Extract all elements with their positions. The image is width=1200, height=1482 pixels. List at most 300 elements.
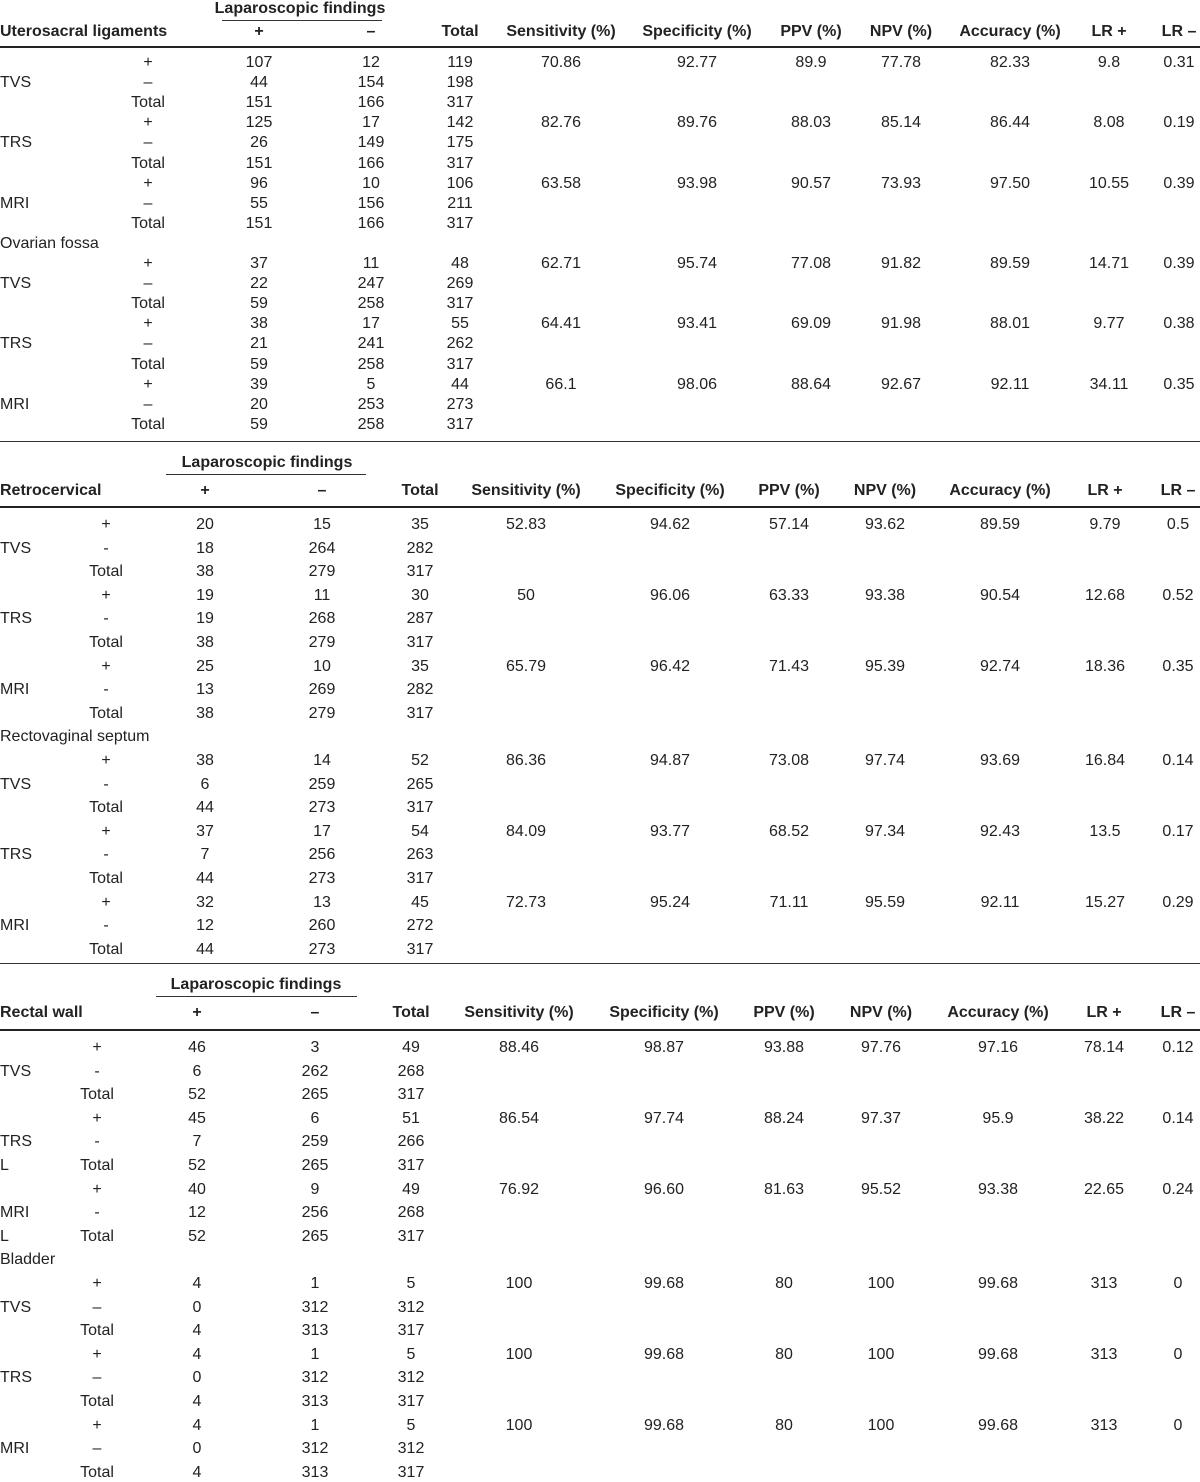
cell-npv: 92.67 xyxy=(880,375,922,393)
cell-lap-negative: 264 xyxy=(308,539,336,557)
cell-lap-positive: 52 xyxy=(188,1157,206,1174)
cell-total: 54 xyxy=(411,822,429,840)
test-result-label: + xyxy=(143,174,153,192)
column-header-lrn: LR – xyxy=(1160,1004,1196,1021)
cell-sens: 52.83 xyxy=(505,516,547,533)
test-result-label: + xyxy=(92,1109,102,1127)
cell-sens: 88.46 xyxy=(498,1039,540,1056)
cell-total: 262 xyxy=(446,335,474,353)
column-header-total: Total xyxy=(401,482,439,499)
test-result-label: + xyxy=(92,1275,102,1292)
cell-lap-negative: 247 xyxy=(357,275,385,293)
cell-ppv: 88.03 xyxy=(790,114,832,132)
cell-lrn: 0.5 xyxy=(1166,516,1190,533)
cell-total: 263 xyxy=(406,846,434,864)
laparoscopic-findings-header: Laparoscopic findings xyxy=(214,0,386,17)
cell-lrn: 0.14 xyxy=(1162,752,1194,769)
cell-lrp: 8.08 xyxy=(1093,114,1125,132)
cell-sens: 62.71 xyxy=(540,255,582,272)
cell-acc: 88.01 xyxy=(989,315,1031,333)
cell-total: 317 xyxy=(397,1393,425,1410)
column-header-lrp: LR + xyxy=(1086,1004,1122,1021)
cell-npv: 73.93 xyxy=(880,174,922,192)
test-result-label: + xyxy=(101,657,111,675)
test-result-label: Total xyxy=(80,1086,114,1104)
cell-lap-negative: 3 xyxy=(310,1039,320,1056)
column-header-spec: Specificity (%) xyxy=(609,1004,719,1021)
cell-acc: 92.74 xyxy=(979,657,1021,675)
cell-lap-negative: 9 xyxy=(310,1180,320,1198)
column-header-acc: Accuracy (%) xyxy=(947,1004,1049,1021)
cell-lap-positive: 32 xyxy=(196,893,214,911)
column-header-acc: Accuracy (%) xyxy=(949,482,1051,499)
cell-total: 5 xyxy=(406,1345,416,1363)
cell-lrn: 0.52 xyxy=(1162,586,1194,604)
test-result-label: Total xyxy=(131,94,165,112)
cell-lap-negative: 10 xyxy=(313,657,331,675)
cell-ppv: 73.08 xyxy=(768,752,810,769)
cell-acc: 89.59 xyxy=(979,516,1021,533)
cell-acc: 92.43 xyxy=(979,822,1021,840)
cell-total: 317 xyxy=(446,355,474,373)
cell-npv: 93.38 xyxy=(864,586,906,604)
test-result-label: – xyxy=(92,1440,102,1458)
modality-label: TVS xyxy=(0,1298,32,1316)
cell-lap-negative: 258 xyxy=(357,295,385,313)
test-result-label: - xyxy=(103,681,109,699)
cell-lap-negative: 268 xyxy=(308,610,336,628)
spanner-rule xyxy=(156,996,357,997)
cell-ppv: 63.33 xyxy=(768,586,810,604)
cell-lrp: 14.71 xyxy=(1088,255,1130,272)
cell-lap-positive: 39 xyxy=(250,375,268,393)
cell-lap-negative: 1 xyxy=(310,1416,320,1434)
cell-lap-negative: 269 xyxy=(308,681,336,699)
cell-lrn: 0.29 xyxy=(1162,893,1194,911)
modality-label: TRS xyxy=(0,846,32,864)
cell-sens: 100 xyxy=(505,1275,533,1292)
cell-spec: 95.74 xyxy=(676,255,718,272)
cell-spec: 96.60 xyxy=(643,1180,685,1198)
cell-lap-positive: 4 xyxy=(192,1275,202,1292)
cell-lap-negative: 265 xyxy=(301,1227,329,1245)
cell-lrp: 34.11 xyxy=(1089,375,1129,393)
test-result-label: Total xyxy=(80,1322,114,1340)
cell-acc: 99.68 xyxy=(977,1345,1019,1363)
test-result-label: Total xyxy=(80,1227,114,1245)
test-result-label: Total xyxy=(89,870,123,887)
test-result-label: Total xyxy=(80,1157,114,1174)
cell-spec: 99.68 xyxy=(643,1345,685,1363)
cell-lap-negative: 313 xyxy=(301,1322,329,1340)
cell-lap-negative: 260 xyxy=(308,917,336,935)
test-result-label: - xyxy=(103,539,109,557)
cell-lap-positive: 0 xyxy=(192,1440,202,1458)
cell-lrn: 0.12 xyxy=(1162,1039,1194,1056)
cell-lrp: 78.14 xyxy=(1083,1039,1125,1056)
cell-lap-negative: 313 xyxy=(301,1393,329,1410)
cell-lrn: 0.17 xyxy=(1162,822,1194,840)
cell-total: 317 xyxy=(446,295,474,313)
cell-lap-positive: 44 xyxy=(250,74,268,92)
test-result-label: – xyxy=(92,1369,102,1387)
cell-lap-negative: 273 xyxy=(308,870,336,887)
cell-lap-negative: 279 xyxy=(308,563,336,581)
cell-total: 317 xyxy=(406,634,434,651)
cell-lrp: 9.77 xyxy=(1093,315,1125,333)
cell-lap-positive: 38 xyxy=(196,563,214,581)
test-result-label: Total xyxy=(80,1463,114,1481)
cell-lrp: 38.22 xyxy=(1083,1109,1125,1127)
modality-label: TRS xyxy=(0,1133,32,1151)
cell-total: 317 xyxy=(406,563,434,581)
cell-total: 35 xyxy=(411,657,429,675)
cell-lap-positive: 40 xyxy=(188,1180,206,1198)
cell-sens: 100 xyxy=(505,1345,533,1363)
modality-label: TVS xyxy=(0,275,32,293)
cell-lrn: 0 xyxy=(1173,1416,1183,1434)
cell-lap-positive: 22 xyxy=(250,275,268,293)
cell-total: 282 xyxy=(406,539,434,557)
cell-lrn: 0.38 xyxy=(1163,315,1195,333)
cell-ppv: 71.43 xyxy=(768,657,810,675)
cell-npv: 95.39 xyxy=(864,657,906,675)
test-result-label: + xyxy=(143,114,153,132)
cell-lap-positive: 18 xyxy=(196,539,214,557)
cell-acc: 93.69 xyxy=(979,752,1021,769)
modality-label: MRI xyxy=(0,1440,30,1458)
cell-npv: 93.62 xyxy=(864,516,906,533)
cell-ppv: 88.24 xyxy=(763,1109,805,1127)
cell-lap-positive: 12 xyxy=(188,1204,206,1222)
cell-sens: 64.41 xyxy=(540,315,582,333)
test-result-label: - xyxy=(103,610,109,628)
test-result-label: + xyxy=(143,375,153,393)
cell-lrp: 10.55 xyxy=(1088,174,1130,192)
cell-total: 317 xyxy=(406,940,434,958)
spanner-rule xyxy=(166,474,366,475)
cell-sens: 84.09 xyxy=(505,822,547,840)
cell-total: 268 xyxy=(397,1204,425,1222)
table-bottom-rule xyxy=(0,441,1200,442)
modality-label: TVS xyxy=(0,74,32,92)
test-result-label: Total xyxy=(131,154,165,172)
cell-spec: 95.24 xyxy=(649,893,691,911)
test-result-label: – xyxy=(143,395,153,413)
cell-npv: 97.37 xyxy=(860,1109,902,1127)
cell-acc: 95.9 xyxy=(982,1109,1014,1127)
cell-lrn: 0.39 xyxy=(1163,174,1195,192)
cell-total: 312 xyxy=(397,1440,425,1458)
cell-lrp: 16.84 xyxy=(1084,752,1126,769)
column-header-spec: Specificity (%) xyxy=(615,482,725,499)
cell-total: 51 xyxy=(402,1109,420,1127)
cell-npv: 85.14 xyxy=(880,114,922,132)
cell-ppv: 77.08 xyxy=(790,255,832,272)
cell-lap-positive: 12 xyxy=(196,917,214,935)
cell-lap-positive: 59 xyxy=(250,355,268,373)
test-result-label: Total xyxy=(131,214,165,232)
cell-lap-negative: 279 xyxy=(308,704,336,722)
cell-lap-positive: 125 xyxy=(245,114,273,132)
cell-lap-positive: 4 xyxy=(192,1393,202,1410)
table-bottom-rule xyxy=(0,963,1200,964)
column-header-spec: Specificity (%) xyxy=(642,23,752,40)
cell-lap-negative: 313 xyxy=(301,1463,329,1481)
cell-lap-negative: 5 xyxy=(366,375,376,393)
cell-lrn: 0 xyxy=(1173,1345,1183,1363)
test-result-label: – xyxy=(143,74,153,92)
cell-lap-negative: 13 xyxy=(313,893,331,911)
cell-spec: 93.41 xyxy=(676,315,718,333)
cell-lap-positive: 4 xyxy=(192,1345,202,1363)
cell-total: 268 xyxy=(397,1062,425,1080)
cell-spec: 97.74 xyxy=(643,1109,685,1127)
column-header-npv: NPV (%) xyxy=(849,1004,913,1021)
modality-label: MRI xyxy=(0,1204,30,1222)
cell-total: 317 xyxy=(446,154,474,172)
cell-lap-negative: 156 xyxy=(357,194,385,212)
cell-npv: 91.82 xyxy=(880,255,922,272)
column-header-total: Total xyxy=(441,23,479,40)
test-result-label: Total xyxy=(89,563,123,581)
test-result-label: + xyxy=(92,1039,102,1056)
cell-lap-positive: 19 xyxy=(196,610,214,628)
cell-lrp: 12.68 xyxy=(1084,586,1126,604)
column-header-pos: + xyxy=(200,482,210,499)
cell-total: 30 xyxy=(411,586,429,604)
cell-lap-positive: 151 xyxy=(245,154,273,172)
column-header-neg: – xyxy=(310,1004,320,1021)
test-result-label: + xyxy=(92,1180,102,1198)
cell-lap-positive: 59 xyxy=(250,295,268,313)
cell-total: 317 xyxy=(397,1227,425,1245)
modality-label: TRS xyxy=(0,134,32,152)
cell-lap-positive: 45 xyxy=(188,1109,206,1127)
cell-lap-negative: 17 xyxy=(362,114,380,132)
test-result-label: - xyxy=(103,917,109,935)
cell-sens: 82.76 xyxy=(540,114,582,132)
cell-lap-positive: 7 xyxy=(192,1133,202,1151)
cell-lap-positive: 26 xyxy=(250,134,268,152)
test-result-label: + xyxy=(143,315,153,333)
cell-ppv: 88.64 xyxy=(790,375,832,393)
cell-sens: 86.36 xyxy=(505,752,547,769)
cell-acc: 92.11 xyxy=(990,375,1030,393)
cell-lap-negative: 312 xyxy=(301,1298,329,1316)
test-result-label: – xyxy=(92,1298,102,1316)
cell-total: 317 xyxy=(397,1157,425,1174)
cell-lap-positive: 37 xyxy=(250,255,268,272)
cell-lap-negative: 312 xyxy=(301,1440,329,1458)
cell-lap-positive: 6 xyxy=(200,775,210,793)
cell-total: 317 xyxy=(397,1463,425,1481)
test-result-label: Total xyxy=(80,1393,114,1410)
cell-total: 317 xyxy=(446,94,474,112)
column-header-ppv: PPV (%) xyxy=(780,23,842,40)
cell-lap-negative: 10 xyxy=(362,174,380,192)
cell-lrn: 0.14 xyxy=(1162,1109,1194,1127)
test-result-label: Total xyxy=(89,799,123,817)
cell-total: 142 xyxy=(446,114,474,132)
table-section-title: Uterosacral ligaments xyxy=(0,23,168,40)
modality-label: TVS xyxy=(0,1062,32,1080)
test-result-label: + xyxy=(143,255,153,272)
cell-acc: 99.68 xyxy=(977,1275,1019,1292)
cell-total: 269 xyxy=(446,275,474,293)
test-result-label: – xyxy=(143,134,153,152)
test-result-label: + xyxy=(92,1345,102,1363)
cell-acc: 86.44 xyxy=(989,114,1031,132)
test-result-label: - xyxy=(103,846,109,864)
cell-lap-negative: 15 xyxy=(313,516,331,533)
cell-lap-positive: 96 xyxy=(250,174,268,192)
cell-ppv: 89.9 xyxy=(795,54,827,71)
cell-lap-negative: 273 xyxy=(308,799,336,817)
cell-lrp: 313 xyxy=(1090,1416,1118,1434)
test-result-label: – xyxy=(143,275,153,293)
cell-total: 5 xyxy=(406,1416,416,1434)
cell-lap-negative: 256 xyxy=(308,846,336,864)
modality-label: TVS xyxy=(0,775,32,793)
header-rule xyxy=(0,1029,1200,1031)
cell-lrn: 0.35 xyxy=(1162,657,1194,675)
column-header-ppv: PPV (%) xyxy=(758,482,820,499)
cell-acc: 97.50 xyxy=(989,174,1031,192)
cell-lap-positive: 46 xyxy=(188,1039,206,1056)
cell-lap-positive: 38 xyxy=(250,315,268,333)
test-result-label: Total xyxy=(131,295,165,313)
cell-lap-negative: 259 xyxy=(301,1133,329,1151)
cell-total: 317 xyxy=(397,1322,425,1340)
cell-lap-positive: 37 xyxy=(196,822,214,840)
test-result-label: + xyxy=(101,822,111,840)
cell-sens: 72.73 xyxy=(505,893,547,911)
cell-lap-positive: 0 xyxy=(192,1298,202,1316)
cell-total: 35 xyxy=(411,516,429,533)
cell-lap-negative: 1 xyxy=(310,1275,320,1292)
test-result-label: Total xyxy=(89,704,123,722)
cell-npv: 95.52 xyxy=(860,1180,902,1198)
cell-lap-negative: 166 xyxy=(357,94,385,112)
cell-ppv: 68.52 xyxy=(768,822,810,840)
cell-sens: 70.86 xyxy=(540,54,582,71)
cell-lrn: 0.39 xyxy=(1163,255,1195,272)
cell-lap-positive: 19 xyxy=(196,586,214,604)
column-header-neg: – xyxy=(317,482,327,499)
cell-spec: 89.76 xyxy=(676,114,718,132)
cell-lap-positive: 4 xyxy=(192,1416,202,1434)
cell-lap-positive: 13 xyxy=(196,681,214,699)
column-header-neg: – xyxy=(366,23,376,40)
cell-lap-negative: 1 xyxy=(310,1345,320,1363)
cell-total: 317 xyxy=(446,214,474,232)
cell-ppv: 93.88 xyxy=(763,1039,805,1056)
modality-label: TRS xyxy=(0,335,32,353)
cell-npv: 100 xyxy=(867,1345,895,1363)
cell-lrn: 0 xyxy=(1173,1275,1183,1292)
cell-lap-negative: 14 xyxy=(313,752,331,769)
cell-acc: 82.33 xyxy=(989,54,1031,71)
header-rule xyxy=(0,46,1200,48)
cell-total: 282 xyxy=(406,681,434,699)
cell-sens: 50 xyxy=(517,586,535,604)
cell-spec: 96.06 xyxy=(649,586,691,604)
column-header-total: Total xyxy=(392,1004,430,1021)
test-result-label: Total xyxy=(89,940,123,958)
cell-lap-positive: 21 xyxy=(250,335,268,353)
cell-spec: 93.77 xyxy=(649,822,691,840)
cell-npv: 91.98 xyxy=(880,315,922,333)
cell-lrp: 313 xyxy=(1090,1275,1118,1292)
cell-lap-negative: 12 xyxy=(362,54,380,71)
cell-lrn: 0.31 xyxy=(1163,54,1195,71)
cell-lap-negative: 11 xyxy=(313,586,331,604)
cell-lap-positive: 151 xyxy=(245,214,273,232)
test-result-label: - xyxy=(94,1062,100,1080)
cell-ppv: 69.09 xyxy=(790,315,832,333)
cell-lap-positive: 55 xyxy=(250,194,268,212)
modality-label: MRI xyxy=(0,917,30,935)
column-header-pos: + xyxy=(192,1004,202,1021)
cell-lap-negative: 253 xyxy=(357,395,385,413)
column-header-sens: Sensitivity (%) xyxy=(471,482,581,499)
cell-lap-positive: 44 xyxy=(196,940,214,958)
test-result-label: Total xyxy=(131,355,165,373)
test-result-label: - xyxy=(103,775,109,793)
cell-lap-positive: 38 xyxy=(196,704,214,722)
table-section-title: Rectal wall xyxy=(0,1004,83,1021)
cell-lap-negative: 312 xyxy=(301,1369,329,1387)
cell-sens: 63.58 xyxy=(540,174,582,192)
cell-npv: 97.74 xyxy=(864,752,906,769)
column-header-npv: NPV (%) xyxy=(869,23,933,40)
cell-lrn: 0.19 xyxy=(1163,114,1195,132)
cell-total: 48 xyxy=(451,255,469,272)
cell-sens: 86.54 xyxy=(498,1109,540,1127)
subsection-label: Ovarian fossa xyxy=(0,234,99,252)
test-result-label: – xyxy=(143,335,153,353)
cell-spec: 94.62 xyxy=(649,516,691,533)
cell-acc: 99.68 xyxy=(977,1416,1019,1434)
cell-total: 317 xyxy=(406,704,434,722)
cell-lap-positive: 38 xyxy=(196,752,214,769)
test-result-label: + xyxy=(92,1416,102,1434)
column-header-lrp: LR + xyxy=(1087,482,1123,499)
cell-lrp: 313 xyxy=(1090,1345,1118,1363)
test-result-label: + xyxy=(143,54,153,71)
test-result-label: + xyxy=(101,586,111,604)
cell-total: 273 xyxy=(446,395,474,413)
cell-ppv: 80 xyxy=(775,1345,793,1363)
cell-spec: 98.06 xyxy=(676,375,718,393)
cell-lrp: 9.79 xyxy=(1089,516,1121,533)
cell-lap-positive: 4 xyxy=(192,1322,202,1340)
cell-total: 265 xyxy=(406,775,434,793)
test-result-label: – xyxy=(143,194,153,212)
cell-total: 312 xyxy=(397,1298,425,1316)
cell-total: 106 xyxy=(446,174,474,192)
cell-lap-negative: 258 xyxy=(357,415,385,433)
modality-label: TRS xyxy=(0,610,32,628)
cell-lap-negative: 259 xyxy=(308,775,336,793)
cell-lrp: 9.8 xyxy=(1097,54,1121,71)
test-result-label: - xyxy=(94,1133,100,1151)
cell-total: 287 xyxy=(406,610,434,628)
cell-lap-negative: 166 xyxy=(357,214,385,232)
cell-total: 266 xyxy=(397,1133,425,1151)
cell-lrn: 0.24 xyxy=(1162,1180,1194,1198)
